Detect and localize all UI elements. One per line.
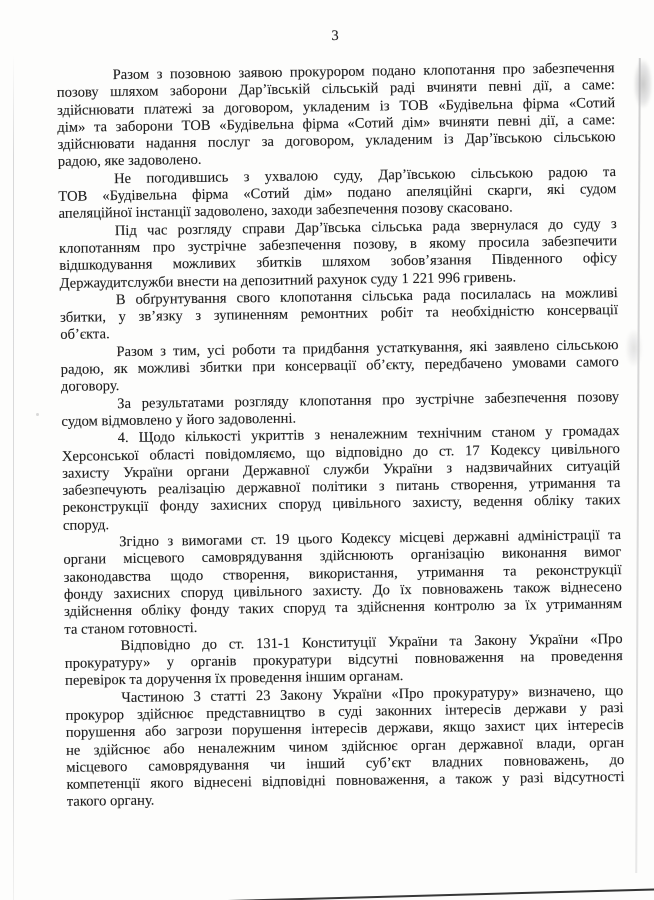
text-line: прокурор здійснює представництво в суді законних інтересів держави у разі xyxy=(65,700,624,724)
text-line: Частиною 3 статті 23 Закону України «Про прокуратуру» визначено, що xyxy=(121,682,624,706)
text-line: здійснювати платежі за договором, укладеним із ТОВ «Будівельна фірма «Сотий xyxy=(57,94,616,119)
text-line: Разом з позовною заявою прокурором подано клопотання про забезпечення xyxy=(112,60,615,84)
text-line: позову шляхом заборони Дар’ївській сільській раді вчиняти певні дії, а саме: xyxy=(56,77,615,102)
text-line: дім» та заборони ТОВ «Будівельна фірма «Сотий дім» вчиняти певні дії, а саме: xyxy=(57,111,616,136)
text-line: компетенції якого віднесені відповідні повноваження, а також у разі відсутності xyxy=(66,769,625,793)
text-line: радою, як можливі збитки при консервації об’єкту, передбачено умовами самого xyxy=(60,354,619,378)
text-line: законодавства щодо створення, використання, утримання та реконструкції xyxy=(63,561,622,586)
text-line: відшкодування можливих збитків шляхом зобов’язання Південного офісу xyxy=(59,250,618,275)
text-line: Держаудитслужби внести на депозитний рахунок суду 1 221 996 гривень. xyxy=(59,269,517,292)
paper-bottom-edge-line xyxy=(96,888,654,900)
text-line: Не погодившись з ухвалою суду, Дар’ївською сільською радою та xyxy=(113,163,617,187)
text-line: здійснювати надання послуг за договором, укладеним із Дар’ївською сільською xyxy=(57,129,616,154)
text-line: Херсонської області повідомляємо, що відповідно до ст. 17 Кодексу цивільного xyxy=(61,440,621,465)
text-line: порушення або загрози порушення інтересів держави, якщо захист цих інтересів xyxy=(65,717,624,742)
text-line: 4. Щодо кількості укриттів з неналежним технічним станом у громадах xyxy=(117,423,620,447)
text-line: реконструкції фонду захисних споруд цивільного захисту, ведення обліку таких xyxy=(62,492,621,517)
text-line: захисту України органи Державної служби України з надзвичайних ситуацій xyxy=(62,457,621,482)
text-line: прокуратуру» у органів прокуратури відсутні повноваження на проведення xyxy=(64,648,623,672)
text-line: За результатами розгляду клопотання про зустрічне забезпечення позову xyxy=(117,388,620,412)
text-line: не здійснює або неналежним чином здійснює орган державної влади, орган xyxy=(65,734,625,759)
text-line: фонду захисних споруд цивільного захисту. До їх повноважень також віднесено xyxy=(63,578,622,603)
text-line: договору. xyxy=(60,378,120,396)
text-line: споруд. xyxy=(62,516,110,534)
text-line: Під час розгляду справи Дар’ївська сільська рада звернулася до суду з xyxy=(114,215,617,239)
text-line: такого органу. xyxy=(66,793,155,811)
text-line: Відповідно до ст. 131-1 Конституції України та Закону України «Про xyxy=(120,630,623,654)
document-body xyxy=(57,60,625,811)
text-line: Разом з тим, усі роботи та придбання устаткування, які заявлено сільською xyxy=(116,336,619,360)
scan-smudge-right-middle xyxy=(626,330,642,366)
text-line: перевірок та доручення їх проведення іншим органам. xyxy=(64,668,404,690)
paper-left-edge-line xyxy=(13,55,14,900)
page-content xyxy=(56,24,625,811)
text-line: Згідно з вимогами ст. 19 цього Кодексу місцеві державні адміністрації та xyxy=(119,527,622,551)
text-line: судом відмовлено у його задоволенні. xyxy=(61,410,297,430)
text-line: місцевого самоврядування чи інший суб’єкт владних повноважень, до xyxy=(66,751,625,776)
text-line: клопотанням про зустрічне забезпечення позову, в якому просила забезпечити xyxy=(58,233,618,257)
text-line: органи місцевого самоврядування здійснюють організацію виконання вимог xyxy=(63,544,622,569)
text-line: В обґрунтування свого клопотання сільська рада посилалась на можливі xyxy=(115,284,618,308)
text-line: апеляційної інстанції задоволено, заходи забезпечення позову скасовано. xyxy=(58,199,513,223)
paper-right-edge-shadow xyxy=(635,58,640,873)
page-number: 3 xyxy=(331,27,339,45)
scan-speck xyxy=(36,413,39,416)
text-line: об’єкта. xyxy=(60,326,110,344)
text-line: радою, яке задоволено. xyxy=(57,152,202,171)
text-line: та станом готовності. xyxy=(64,619,198,638)
text-line: здійснення обліку фонду таких споруд та здійснення контролю за їх утриманням xyxy=(64,596,623,621)
text-line: збитки, у зв’язку з зупиненням ремонтних робіт та необхідністю консервації xyxy=(59,302,619,327)
text-line: ТОВ «Будівельна фірма «Сотий дім» подано апеляційні скарги, які судом xyxy=(58,181,617,205)
text-line: забезпечують реалізацію державної політики з питань створення, утримання та xyxy=(62,475,621,499)
scan-smudge-top-right xyxy=(634,60,652,108)
